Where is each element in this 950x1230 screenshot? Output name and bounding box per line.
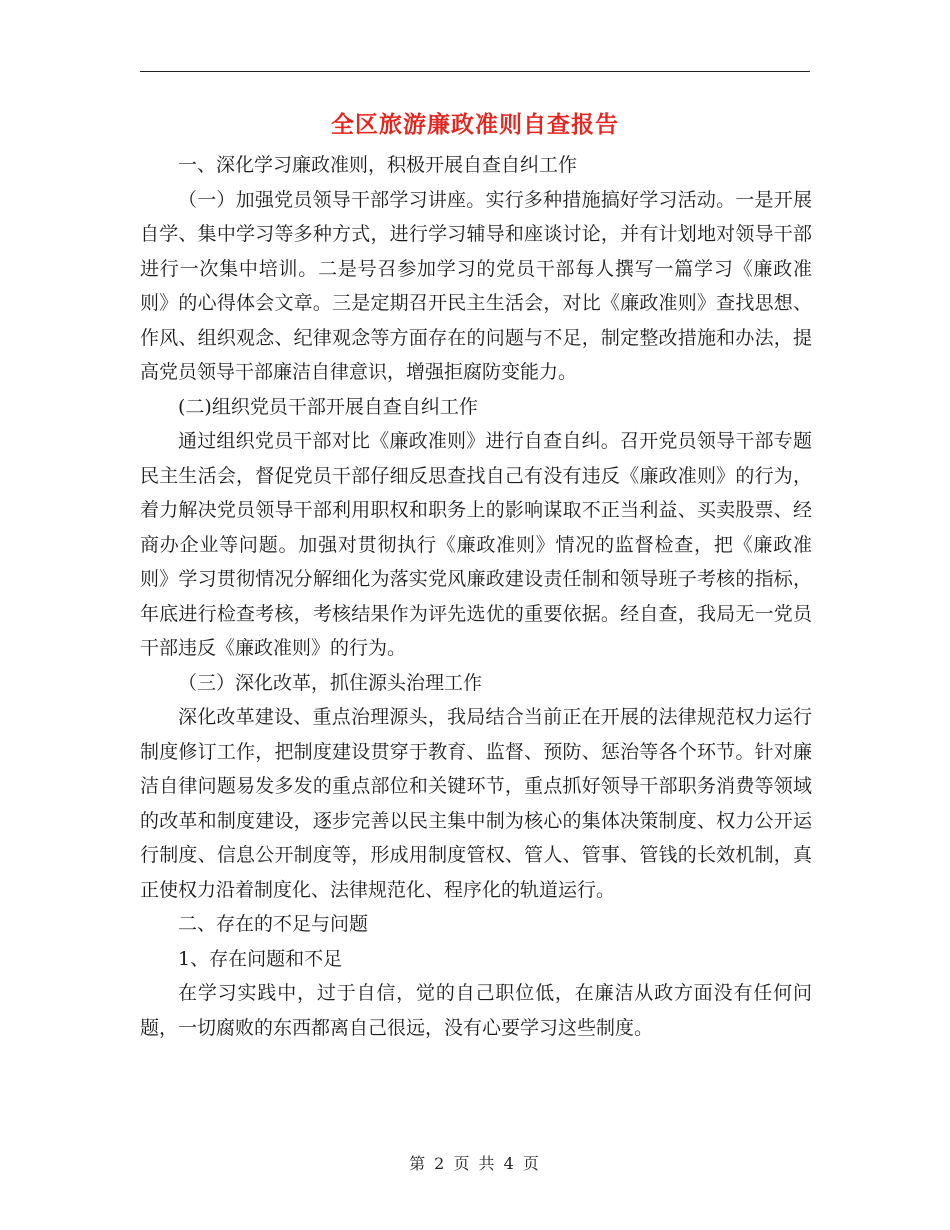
paragraph-2: 通过组织党员干部对比《廉政准则》进行自查自纠。召开党员领导干部专题民主生活会，督促党员干部仔细反思查找自己有没有违反《廉政准则》的行为，着力解决党员领导干部利用职权和职务上的影响谋取不正当利益、买卖股票、经商办企业等问题。加强对贯彻执行《廉政准则》情况的监督检查，把《廉政准则》学习贯彻情况分解细化为落实党风廉政建设责任制和领导班子考核的指标，年底进行检查考核，考核结果作为评先选优的重要依据。经自查，我局无一党员干部违反《廉政准则》的行为。 <box>140 430 812 659</box>
paragraph-1: （一）加强党员领导干部学习讲座。实行多种措施搞好学习活动。一是开展自学、集中学习等多种方式，进行学习辅导和座谈讨论，并有计划地对领导干部进行一次集中培训。二是号召参加学习的党员干部每人撰写一篇学习《廉政准则》的心得体会文章。三是定期召开民主生活会，对比《廉政准则》查找思想、作风、组织观念、纪律观念等方面存在的问题与不足，制定整改措施和办法，提高党员领导干部廉洁自律意识，增强拒腐防变能力。 <box>140 188 812 383</box>
subsection-heading-2: (二)组织党员干部开展自查自纠工作 <box>178 395 478 418</box>
document-title: 全区旅游廉政准则自查报告 <box>331 111 619 138</box>
document-body <box>140 148 812 1045</box>
subsection-heading-4: 1、存在问题和不足 <box>178 947 343 970</box>
section-heading-2: 二、存在的不足与问题 <box>178 913 369 935</box>
header-rule <box>140 71 810 72</box>
paragraph-3: 深化改革建设、重点治理源头，我局结合当前正在开展的法律规范权力运行制度修订工作，把制度建设贯穿于教育、监督、预防、惩治等各个环节。针对廉洁自律问题易发多发的重点部位和关键环节，重点抓好领导干部职务消费等领域的改革和制度建设，逐步完善以民主集中制为核心的集体决策制度、权力公开运行制度、信息公开制度等，形成用制度管权、管人、管事、管钱的长效机制，真正使权力沿着制度化、法律规范化、程序化的轨道运行。 <box>140 706 812 901</box>
subsection-heading-3: （三）深化改革，抓住源头治理工作 <box>178 671 483 694</box>
paragraph-4: 在学习实践中，过于自信，觉的自己职位低，在廉洁从政方面没有任何问题，一切腐败的东西都离自己很远，没有心要学习这些制度。 <box>140 982 812 1039</box>
page-number-footer: 第 2 页 共 4 页 <box>409 1154 541 1173</box>
section-heading-1: 一、深化学习廉政准则，积极开展自查自纠工作 <box>178 154 578 176</box>
